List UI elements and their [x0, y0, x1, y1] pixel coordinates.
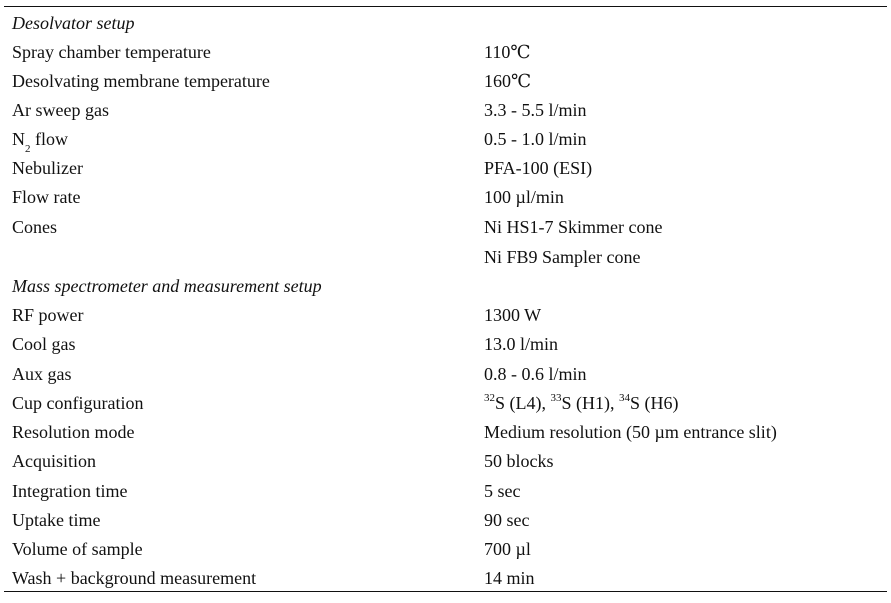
param-label-n2-flow — [12, 125, 68, 154]
param-label: Resolution mode — [12, 422, 135, 442]
param-label: Nebulizer — [12, 158, 83, 178]
section-title: Desolvator setup — [12, 13, 135, 33]
param-value: 50 blocks — [484, 451, 554, 471]
param-label: Wash + background measurement — [12, 568, 257, 588]
param-value: 14 min — [484, 568, 535, 588]
table-row — [12, 243, 887, 272]
param-label: Acquisition — [12, 451, 96, 471]
parameters-table — [4, 6, 887, 592]
table-row — [12, 183, 887, 212]
param-value: Medium resolution (50 µm entrance slit) — [484, 422, 777, 442]
param-label: Cool gas — [12, 334, 76, 354]
table-row — [12, 389, 887, 418]
table-row — [12, 38, 887, 67]
isotope-text: S (H6) — [630, 393, 679, 413]
param-value: Ni HS1-7 Skimmer cone — [484, 217, 663, 237]
param-label: Desolvating membrane temperature — [12, 71, 270, 91]
param-label-prefix: N — [12, 129, 25, 149]
table-row — [12, 360, 887, 389]
param-value: 13.0 l/min — [484, 334, 559, 354]
param-value: 700 µl — [484, 539, 531, 559]
isotope-mass: 33 — [550, 392, 562, 404]
table-row — [12, 564, 887, 593]
table-row — [12, 67, 887, 96]
param-label: Ar sweep gas — [12, 100, 109, 120]
table-row — [12, 447, 887, 476]
cup-configuration-value — [484, 389, 679, 418]
param-value: Ni FB9 Sampler cone — [484, 247, 641, 267]
param-label: Flow rate — [12, 187, 81, 207]
param-value: PFA-100 (ESI) — [484, 158, 593, 178]
param-label-subscript: 2 — [25, 142, 31, 155]
table-row — [12, 535, 887, 564]
isotope-mass: 32 — [484, 392, 495, 404]
param-label: Cup configuration — [12, 393, 144, 413]
param-label: Cones — [12, 217, 57, 237]
param-label: Spray chamber temperature — [12, 42, 211, 62]
isotope-mass: 34 — [619, 392, 630, 404]
param-label: Aux gas — [12, 364, 72, 384]
param-value: 0.5 - 1.0 l/min — [484, 129, 587, 149]
table-row — [12, 301, 887, 330]
param-label-suffix: flow — [30, 129, 68, 149]
param-label: Volume of sample — [12, 539, 143, 559]
param-value: 110℃ — [484, 42, 531, 62]
table-row — [12, 418, 887, 447]
section-header-desolvator — [12, 9, 887, 38]
section-title: Mass spectrometer and measurement setup — [12, 276, 322, 296]
section-header-mass-spectrometer — [12, 272, 887, 301]
param-value: 90 sec — [484, 510, 530, 530]
param-label: Uptake time — [12, 510, 101, 530]
isotope-text: S (H1), — [561, 393, 619, 413]
param-value: 3.3 - 5.5 l/min — [484, 100, 587, 120]
param-value: 5 sec — [484, 481, 521, 501]
param-value: 100 µl/min — [484, 187, 564, 207]
table-row — [12, 506, 887, 535]
table-row — [12, 154, 887, 183]
table-row — [12, 125, 887, 154]
param-value: 1300 W — [484, 305, 542, 325]
table-row — [12, 213, 887, 242]
table-row — [12, 330, 887, 359]
param-value: 160℃ — [484, 71, 532, 91]
isotope-text: S (L4), — [495, 393, 551, 413]
param-label: RF power — [12, 305, 84, 325]
table-row — [12, 96, 887, 125]
table-row — [12, 477, 887, 506]
param-label: Integration time — [12, 481, 128, 501]
param-value: 0.8 - 0.6 l/min — [484, 364, 587, 384]
